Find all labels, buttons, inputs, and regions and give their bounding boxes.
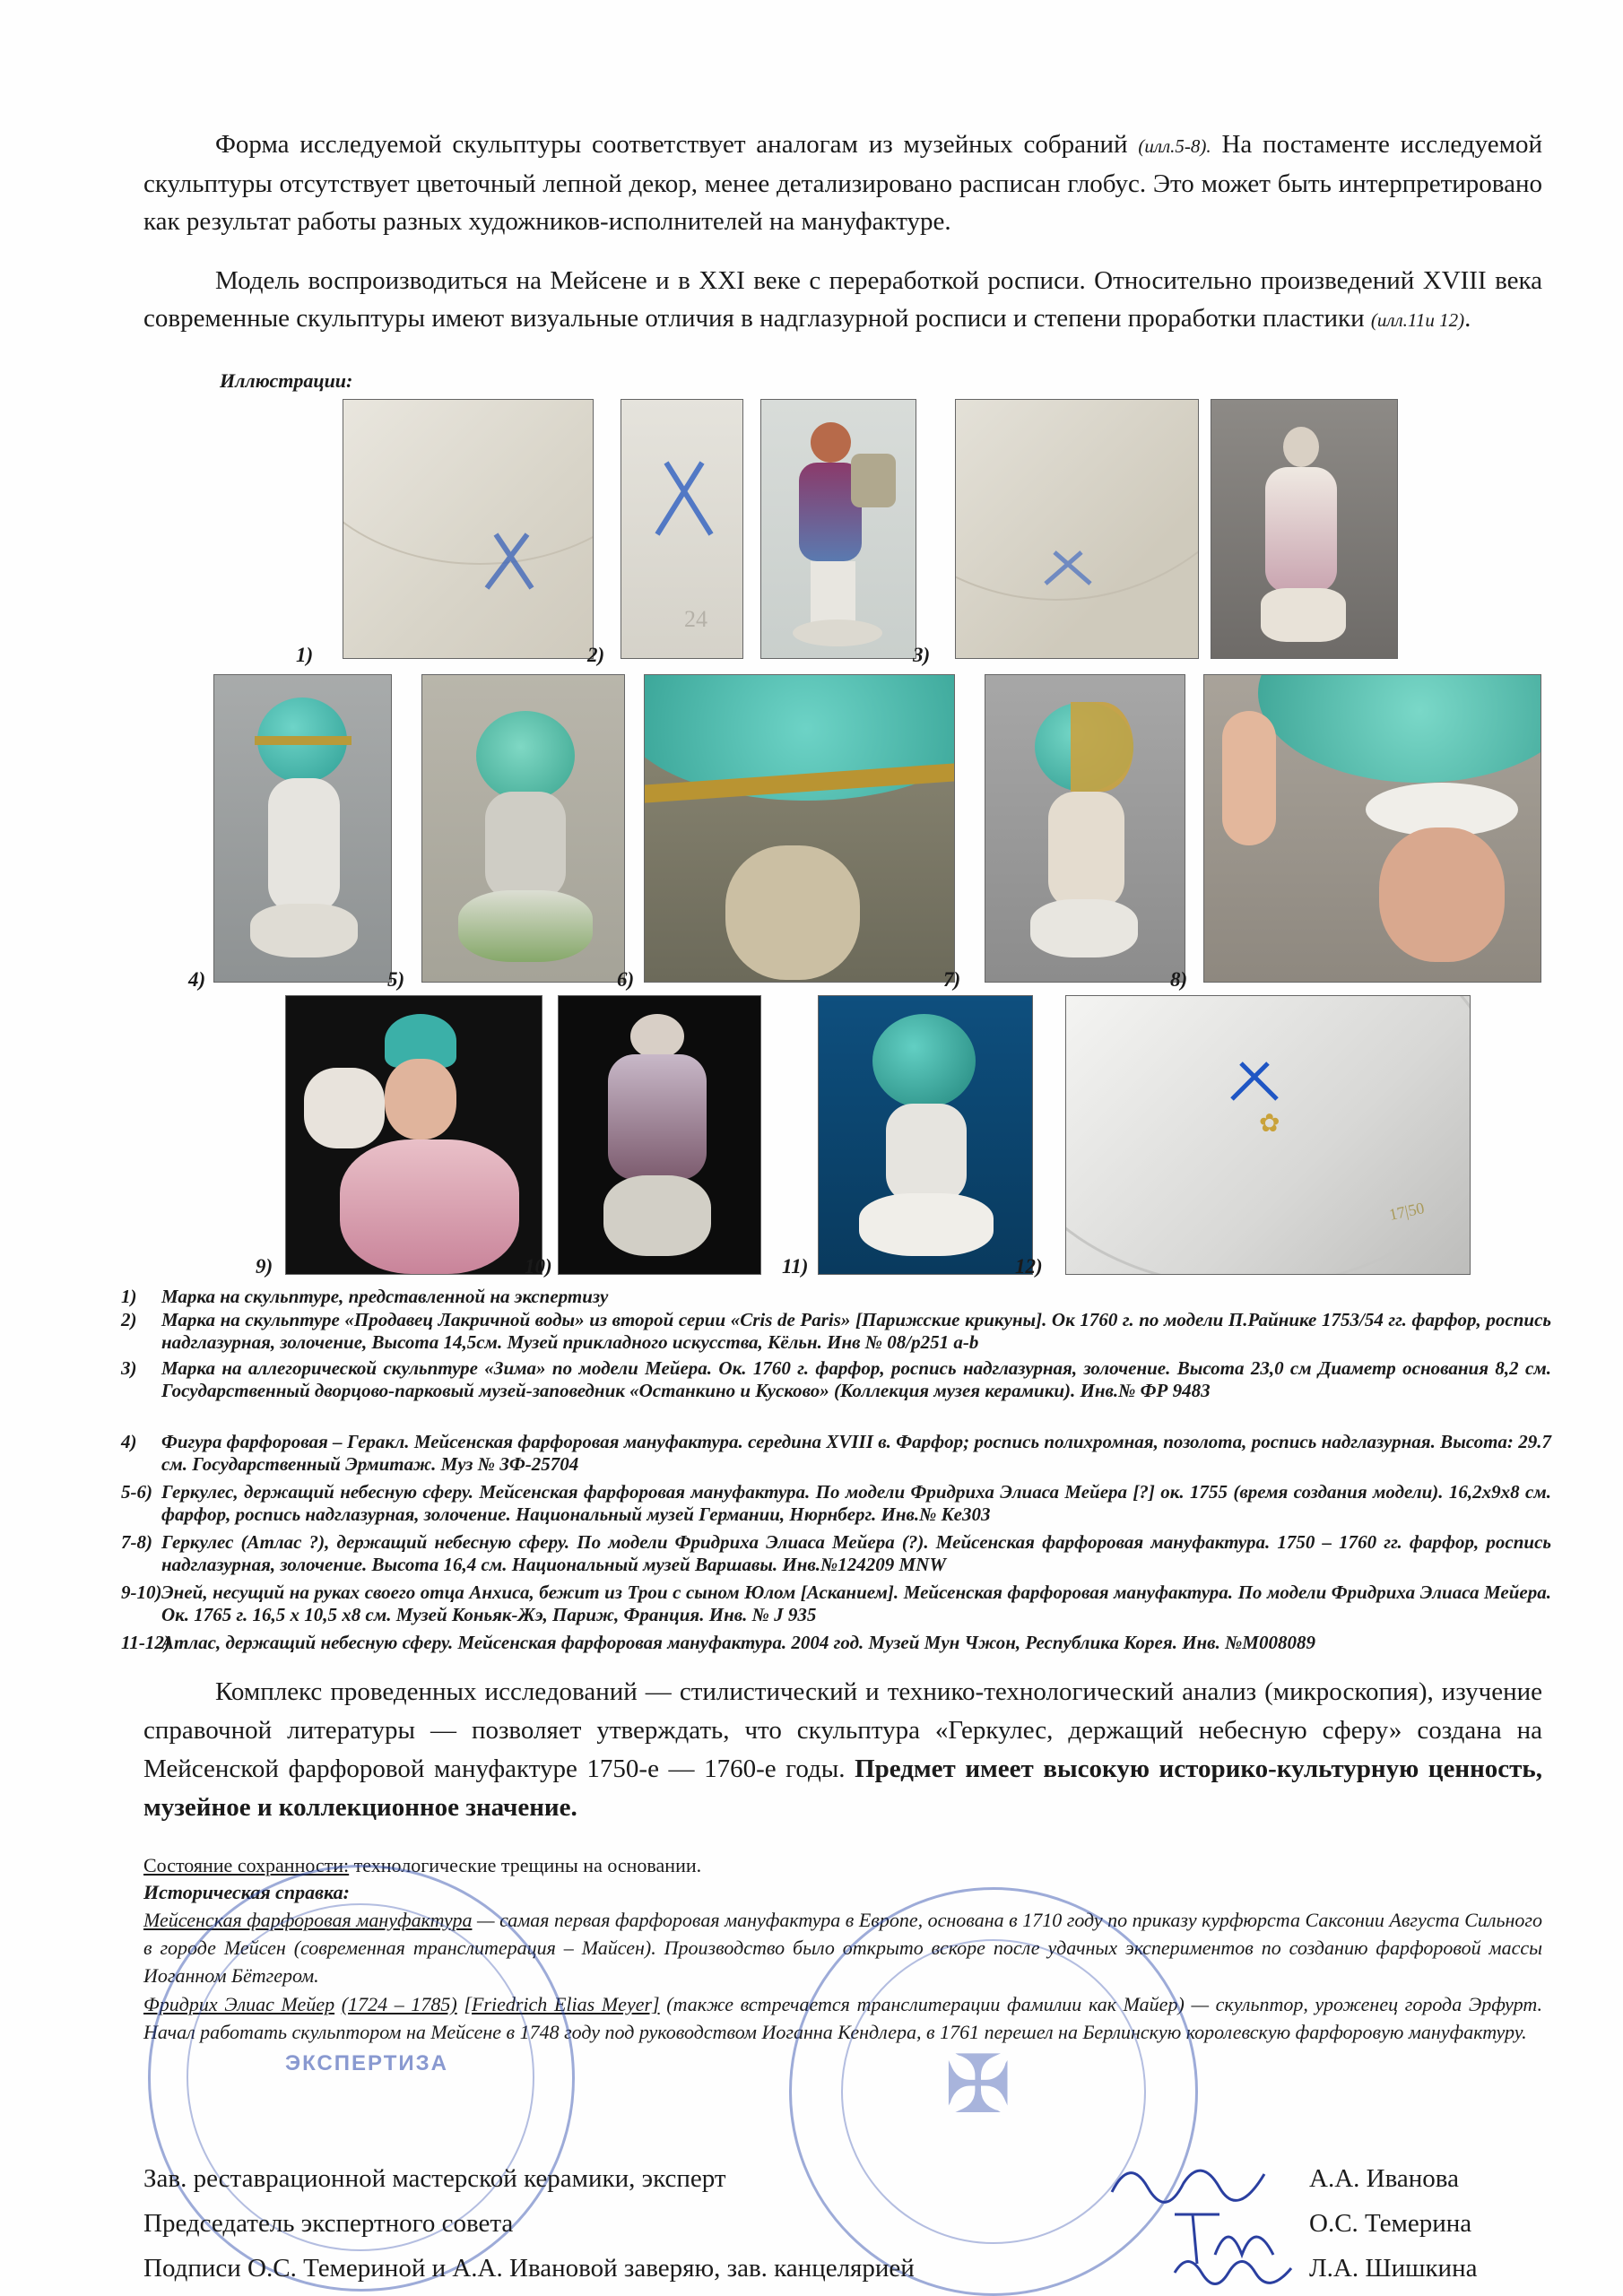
gold-mark-icon: ✿	[1259, 1110, 1280, 1138]
ill-num-6: 6)	[617, 968, 635, 991]
stamp-left-text: ЭКСПЕРТИЗА	[285, 2051, 448, 2075]
photo-4-hercules-hermitage	[213, 674, 392, 983]
ill-num-8: 8)	[1170, 968, 1188, 991]
photo-9-aeneas-detail	[285, 995, 542, 1275]
illustrations-label: Иллюстрации:	[220, 369, 353, 392]
photo-3-figurine-seller	[760, 399, 916, 659]
ill-num-12: 12)	[1015, 1255, 1043, 1278]
signature-role-3: Подписи О.С. Темериной и А.А. Ивановой заверяю, зав. канцелярией	[143, 2254, 915, 2283]
ill-num-9: 9)	[256, 1255, 273, 1278]
caption-2: 2) Марка на скульптуре «Продавец Лакричной воды» из второй серии «Cris de Paris» [Парижские крикуны]. Ок 1760 г. по модели П.Райнике 1753/54 гг. фарфор, роспись надглазурная, золочение, Высота 14,5см. Музей прикладного искусства, Кёльн. Инв № 08/p251 a-b	[121, 1309, 1551, 1353]
reference-ill-5-8: (илл.5-8).	[1138, 135, 1211, 157]
caption-1: 1) Марка на скульптуре, представленной на экспертизу	[121, 1286, 609, 1307]
photo-8-hercules-face-detail	[1203, 674, 1541, 983]
photo-2-mark: 24	[621, 399, 743, 659]
signature-name-2: О.С. Темерина	[1309, 2209, 1472, 2238]
ill-num-3: 3)	[913, 644, 931, 666]
history-label: Историческая справка:	[143, 1881, 350, 1903]
intro-paragraph-2: Модель воспроизводиться на Мейсене и в XXI веке с переработкой росписи. Относительно произведений XVIII века современные скульптуры имеют визуальные отличия в надглазурной росписи и степени проработки пластики (илл.11и 12).	[143, 266, 1542, 333]
caption-5-6: 5-6) Геркулес, держащий небесную сферу. Мейсенская фарфоровая мануфактура. По модели Фридриха Элиаса Мейера [?] ок. 1755 (время создания модели). 16,2х9х8 см. фарфор, роспись надглазурная, золочение. Национальный музей Германии, Нюрнберг. Инв.№ Ke303	[121, 1481, 1551, 1525]
caption-3: 3) Марка на аллегорической скульптуре «Зима» по модели Мейера. Ок. 1760 г. фарфор, роспись надглазурная, золочение. Высота 23,0 см Диаметр основания 8,2 см. Государственный дворцово-парковый музей-заповедник «Останкино и Кусково» (Коллекция музея керамики). Инв.№ ФР 9483	[121, 1357, 1551, 1401]
signature-role-2: Председатель экспертного совета	[143, 2209, 514, 2238]
photo-12-mark-korea	[1065, 995, 1471, 1275]
signature-role-1: Зав. реставрационной мастерской керамики, эксперт	[143, 2164, 726, 2193]
ill-num-1: 1)	[296, 644, 314, 666]
history-paragraph-1: Мейсенская фарфоровая мануфактура — самая первая фарфоровая мануфактура в Европе, основана в 1710 году по приказу курфюрста Саксонии Августа Сильного в городе Мейсен (современная транслитерация – Майсен). Производство было открыто вскоре после удачных экспериментов по созданию фарфоровой массы Иоганном Бётгером.	[143, 1909, 1542, 1987]
photo-6-hercules-detail	[644, 674, 955, 983]
photo-5-hercules-nuremberg	[421, 674, 625, 983]
crossed-swords-mark-icon	[1228, 1059, 1281, 1104]
photo-7-hercules-warsaw	[985, 674, 1185, 983]
ill-num-7: 7)	[943, 968, 961, 991]
signature-shishkina	[1166, 2246, 1309, 2291]
condition-line: Состояние сохранности: технологические трещины на основании.	[143, 1854, 702, 1876]
photo-10-aeneas-paris	[558, 995, 761, 1275]
photo-5-figurine-winter	[1211, 399, 1398, 659]
coat-of-arms-icon: ✠	[944, 2041, 1012, 2130]
crossed-swords-mark-icon	[648, 454, 720, 543]
photo-11-atlas-korea	[818, 995, 1033, 1275]
edition-mark: 17|50	[1387, 1199, 1427, 1224]
signature-name-3: Л.А. Шишкина	[1309, 2254, 1478, 2283]
history-paragraph-2: Фридрих Элиас Мейер (1724 – 1785) [Friedrich Elias Meyer] (также встречается транслитерации фамилии как Майер) — скульптор, уроженец города Эрфурт. Начал работать скульптором на Мейсене в 1748 году под руководством Иоганна Кендлера, в 1761 перешел на Берлинскую королевскую фарфоровую мануфактуру.	[143, 1993, 1542, 2043]
ill-num-11: 11)	[782, 1255, 809, 1278]
crossed-swords-mark-icon	[478, 525, 541, 597]
conclusion-bold: Предмет имеет высокую историко-культурную ценность, музейное и коллекционное значение.	[143, 1754, 1543, 1822]
reference-ill-11-12: (илл.11и 12)	[1370, 309, 1465, 331]
ill-num-5: 5)	[387, 968, 405, 991]
caption-7-8: 7-8) Геркулес (Атлас ?), держащий небесную сферу. По модели Фридриха Элиаса Мейера (?). Мейсенская фарфоровая мануфактура. 1750 – 1760 гг. фарфор, роспись надглазурная, золочение. Высота 16,4 см. Национальный музей Варшавы. Инв.№124209 MNW	[121, 1531, 1551, 1575]
intro-paragraph-1: Форма исследуемой скульптуры соответствует аналогам из музейных собраний (илл.5-8). На постаменте исследуемой скульптуры отсутствует цветочный лепной декор, менее детализировано расписан глобус. Это может быть интерпретировано как результат работы разных художников-исполнителей на мануфактуре.	[143, 130, 1543, 236]
crossed-swords-mark-icon	[1041, 548, 1095, 588]
caption-11-12: 11-12) Атлас, держащий небесную сферу. Мейсенская фарфоровая мануфактура. 2004 год. Музей Мун Чжон, Республика Корея. Инв. №M008089	[121, 1632, 1315, 1653]
photo-1-mark	[343, 399, 594, 659]
caption-4: 4) Фигура фарфоровая – Геракл. Мейсенская фарфоровая мануфактура. середина XVIII в. Фарфор; роспись полихромная, позолота, роспись надглазурная. Высота: 29.7 см. Государственный Эрмитаж. Муз № ЗФ-25704	[121, 1431, 1551, 1475]
ill-num-2: 2)	[587, 644, 605, 666]
conclusion-paragraph: Комплекс проведенных исследований — стилистический и технико-технологический анализ (микроскопия), изучение справочной литературы — позволяет утверждать, что скульптура «Геркулес, держащий небесную сферу» создана на Мейсенской фарфоровой мануфактуре 1750-е — 1760-е годы. Предмет имеет высокую историко-культурную ценность, музейное и коллекционное значение.	[143, 1677, 1543, 1822]
ill-num-4: 4)	[188, 968, 206, 991]
ill-num-10: 10)	[525, 1255, 552, 1278]
caption-9-10: 9-10) Эней, несущий на руках своего отца Анхиса, бежит из Трои с сыном Юлом [Асканием]. Мейсенская фарфоровая мануфактура. По модели Фридриха Элиаса Мейера. Ок. 1765 г. 16,5 х 10,5 х8 см. Музей Коньяк-Жэ, Париж, Франция. Инв. № J 935	[121, 1581, 1551, 1625]
stamp-right	[789, 1887, 1198, 2296]
photo-4-mark	[955, 399, 1199, 659]
signature-name-1: А.А. Иванова	[1309, 2164, 1459, 2193]
